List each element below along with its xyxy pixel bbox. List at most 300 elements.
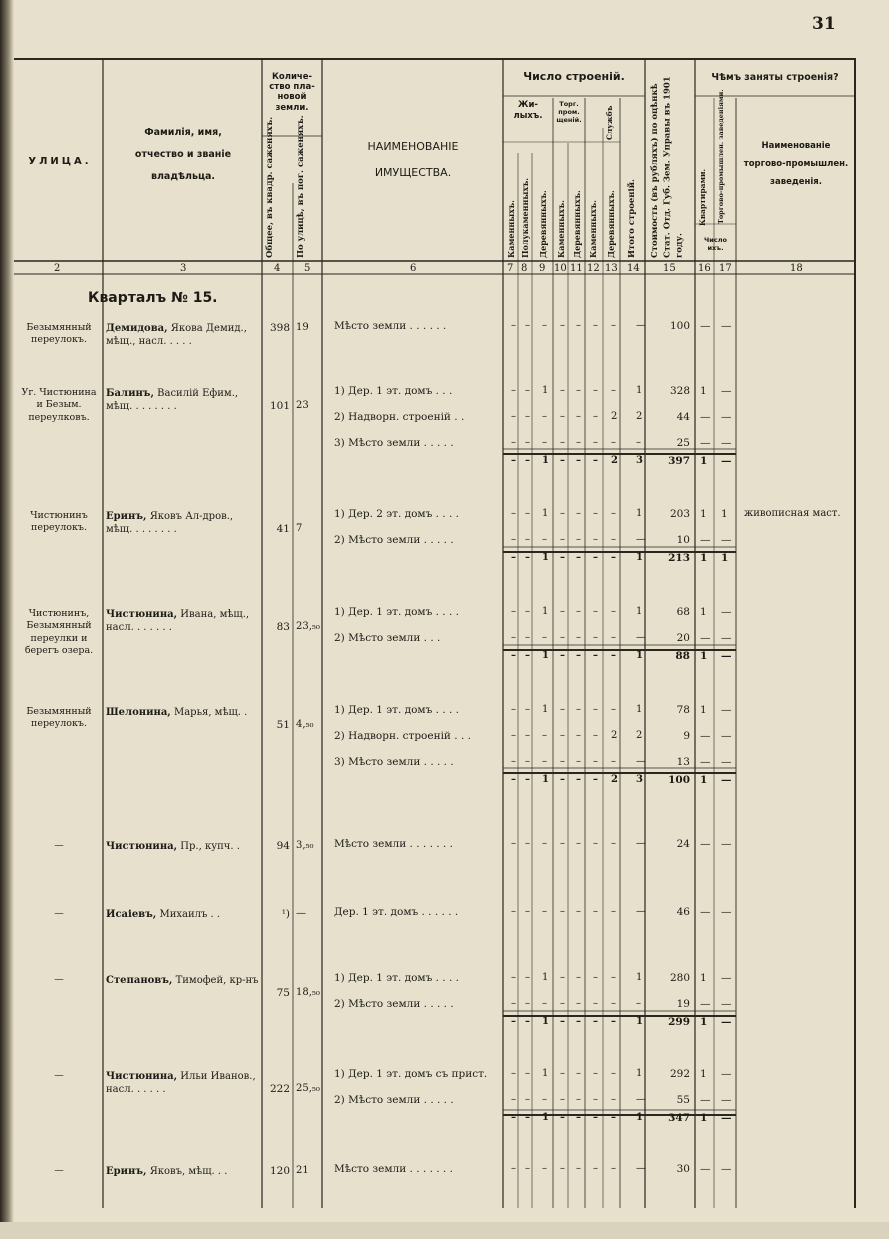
- building-count: –: [525, 972, 530, 983]
- building-count: –: [525, 1163, 530, 1174]
- property-value: 46: [676, 906, 690, 918]
- building-count: –: [542, 756, 547, 767]
- property-item: Мѣсто земли . . . . . .: [334, 320, 447, 332]
- building-count: –: [525, 606, 530, 617]
- header-apartments: Квартирами.: [698, 168, 707, 226]
- header-wooden: Деревянныхъ.: [538, 190, 548, 258]
- building-count: 1: [636, 1068, 643, 1079]
- building-count: –: [593, 1163, 598, 1174]
- building-count: –: [525, 730, 530, 741]
- owner-cell: Чистюнина, Пр., купч. .: [106, 841, 240, 852]
- establishments-count: —: [721, 704, 732, 716]
- building-count: –: [560, 906, 565, 917]
- building-count: –: [593, 411, 598, 422]
- establishments-count: —: [721, 1094, 732, 1106]
- property-item: 2) Мѣсто земли . . . . .: [334, 1094, 454, 1106]
- header-buildings-count: Число строеній.: [523, 70, 625, 83]
- building-count: –: [593, 838, 598, 849]
- total-apartments: 1: [700, 1016, 708, 1028]
- building-count: –: [511, 606, 516, 617]
- total-count: –: [560, 774, 565, 785]
- building-count: –: [560, 1163, 565, 1174]
- total-count: –: [593, 552, 598, 563]
- building-count: –: [525, 704, 530, 715]
- property-value: 292: [669, 1068, 690, 1080]
- building-count: –: [511, 508, 516, 519]
- building-count: –: [560, 534, 565, 545]
- owner-cell: Чистюнина, Ильи Иванов., насл. . . . . .: [106, 1071, 256, 1095]
- property-value: 328: [669, 385, 690, 397]
- column-number: 17: [719, 263, 732, 274]
- building-count: –: [511, 730, 516, 741]
- building-count: –: [611, 437, 616, 448]
- building-count: –: [576, 411, 581, 422]
- property-value: 9: [683, 730, 690, 742]
- building-count: 1: [636, 972, 643, 983]
- header-trade-name: Наименованіе торгово-промышлен. заведенія.: [743, 141, 849, 187]
- total-count: –: [525, 774, 530, 785]
- column-number: 16: [698, 263, 711, 274]
- property-item: 2) Надворн. строеній . . .: [334, 730, 471, 742]
- building-count: —: [636, 906, 646, 917]
- building-count: –: [576, 606, 581, 617]
- building-count: –: [576, 998, 581, 1009]
- apartments-count: —: [700, 320, 711, 332]
- establishments-count: —: [721, 906, 732, 918]
- column-number: 15: [663, 263, 676, 274]
- property-value: 20: [676, 632, 690, 644]
- owner-cell: Шелонина, Марья, мѣщ. .: [106, 707, 248, 718]
- total-count: –: [593, 1016, 598, 1027]
- total-count: 1: [636, 552, 643, 563]
- building-count: –: [511, 437, 516, 448]
- building-count: –: [560, 320, 565, 331]
- building-count: –: [511, 838, 516, 849]
- total-count: –: [560, 455, 565, 466]
- building-count: –: [576, 437, 581, 448]
- establishments-count: —: [721, 998, 732, 1010]
- apartments-count: —: [700, 1094, 711, 1106]
- total-value: 347: [668, 1112, 690, 1124]
- header-stone-trade: Каменныхъ.: [556, 200, 566, 258]
- apartments-count: 1: [700, 1068, 707, 1080]
- apartments-count: —: [700, 534, 711, 546]
- total-count: –: [593, 774, 598, 785]
- total-count: 1: [542, 552, 549, 563]
- building-count: —: [636, 632, 646, 643]
- column-number: 2: [54, 263, 61, 274]
- property-item: Мѣсто земли . . . . . . .: [334, 838, 453, 850]
- apartments-count: 1: [700, 606, 707, 618]
- building-count: –: [511, 320, 516, 331]
- column-number: 18: [790, 263, 803, 274]
- establishments-count: —: [721, 1068, 732, 1080]
- building-count: –: [576, 906, 581, 917]
- building-count: –: [525, 534, 530, 545]
- building-count: –: [525, 385, 530, 396]
- header-half-stone: Полукаменныхъ.: [520, 177, 530, 258]
- building-count: —: [636, 756, 646, 767]
- building-count: –: [525, 756, 530, 767]
- building-count: 1: [542, 972, 549, 983]
- total-count: –: [560, 650, 565, 661]
- property-item: 2) Мѣсто земли . . .: [334, 632, 441, 644]
- land-area: ¹): [281, 908, 290, 920]
- property-value: 19: [676, 998, 690, 1010]
- header-service: Службъ: [605, 105, 614, 140]
- building-count: –: [542, 1163, 547, 1174]
- building-count: –: [511, 385, 516, 396]
- establishments-count: —: [721, 437, 732, 449]
- total-count: –: [576, 1016, 581, 1027]
- apartments-count: —: [700, 838, 711, 850]
- property-value: 24: [676, 838, 690, 850]
- total-count: –: [511, 650, 516, 661]
- building-count: —: [636, 1094, 646, 1105]
- property-value: 78: [676, 704, 690, 716]
- building-count: –: [611, 320, 616, 331]
- building-count: 2: [636, 730, 643, 741]
- building-count: –: [576, 320, 581, 331]
- building-count: –: [611, 1163, 616, 1174]
- total-count: 3: [636, 455, 643, 466]
- column-number: 13: [605, 263, 618, 274]
- building-count: –: [611, 1068, 616, 1079]
- total-apartments: 1: [700, 650, 708, 662]
- building-count: –: [611, 972, 616, 983]
- owner-cell: Еринъ, Яковъ, мѣщ. . .: [106, 1166, 228, 1177]
- building-count: –: [542, 632, 547, 643]
- building-count: –: [636, 437, 641, 448]
- building-count: –: [542, 411, 547, 422]
- building-count: –: [576, 385, 581, 396]
- total-count: –: [611, 1016, 616, 1027]
- property-item: 1) Дер. 1 эт. домъ . . . .: [334, 972, 459, 984]
- column-number: 11: [570, 263, 583, 274]
- apartments-count: —: [700, 998, 711, 1010]
- land-area: 75: [276, 987, 290, 999]
- total-count: –: [560, 1112, 565, 1123]
- street-cell: Уг. Чистюнина и Безым. переулковъ.: [21, 387, 97, 423]
- establishments-count: —: [721, 730, 732, 742]
- building-count: –: [560, 1094, 565, 1105]
- column-number: 7: [507, 263, 514, 274]
- land-area: 120: [269, 1165, 290, 1177]
- building-count: –: [576, 1163, 581, 1174]
- page-number: 31: [812, 14, 836, 34]
- total-apartments: 1: [700, 1112, 708, 1124]
- total-apartments: 1: [700, 552, 708, 564]
- building-count: –: [593, 1094, 598, 1105]
- total-count: –: [576, 774, 581, 785]
- total-establishments: —: [721, 650, 732, 662]
- total-count: –: [560, 552, 565, 563]
- establishments-count: —: [721, 320, 732, 332]
- building-count: 1: [542, 704, 549, 715]
- building-count: –: [593, 730, 598, 741]
- building-count: –: [576, 1094, 581, 1105]
- establishments-count: —: [721, 838, 732, 850]
- land-frontage: 23,₅₀: [296, 621, 320, 632]
- building-count: 1: [542, 508, 549, 519]
- building-count: –: [560, 756, 565, 767]
- land-area: 398: [269, 322, 290, 334]
- total-count: –: [511, 774, 516, 785]
- apartments-count: 1: [700, 508, 707, 520]
- building-count: –: [576, 704, 581, 715]
- building-count: –: [511, 998, 516, 1009]
- total-count: –: [511, 1112, 516, 1123]
- establishments-count: 1: [721, 508, 728, 520]
- total-value: 299: [668, 1016, 690, 1028]
- building-count: 2: [636, 411, 643, 422]
- building-count: –: [511, 906, 516, 917]
- header-count: Число ихъ.: [704, 236, 727, 253]
- land-area: 51: [276, 719, 290, 731]
- property-value: 280: [669, 972, 690, 984]
- property-value: 13: [676, 756, 690, 768]
- building-count: –: [611, 838, 616, 849]
- building-count: –: [511, 972, 516, 983]
- building-count: –: [525, 906, 530, 917]
- building-count: –: [560, 998, 565, 1009]
- building-count: –: [542, 730, 547, 741]
- building-count: –: [525, 1094, 530, 1105]
- property-item: 2) Надворн. строеній . .: [334, 411, 465, 423]
- total-count: 1: [636, 1112, 643, 1123]
- street-cell: Безымянный переулокъ.: [26, 322, 92, 346]
- apartments-count: 1: [700, 972, 707, 984]
- building-count: 1: [636, 508, 643, 519]
- land-frontage: 19: [296, 322, 309, 333]
- property-item: Мѣсто земли . . . . . . .: [334, 1163, 453, 1175]
- total-count: –: [525, 455, 530, 466]
- total-count: –: [593, 1112, 598, 1123]
- total-count: –: [576, 1112, 581, 1123]
- property-value: 25: [676, 437, 690, 449]
- building-count: –: [560, 972, 565, 983]
- building-count: —: [636, 534, 646, 545]
- owner-cell: Чистюнина, Ивана, мѣщ., насл. . . . . . .: [106, 609, 250, 633]
- building-count: 1: [542, 606, 549, 617]
- header-land-total: Общее, въ квадр. саженяхъ.: [265, 116, 275, 258]
- building-count: –: [511, 534, 516, 545]
- land-area: 41: [276, 523, 290, 535]
- establishments-count: —: [721, 632, 732, 644]
- building-count: –: [560, 704, 565, 715]
- apartments-count: —: [700, 1163, 711, 1175]
- property-item: 3) Мѣсто земли . . . . .: [334, 437, 454, 449]
- building-count: –: [511, 1094, 516, 1105]
- building-count: –: [611, 906, 616, 917]
- land-area: 83: [276, 621, 290, 633]
- building-count: –: [542, 1094, 547, 1105]
- total-establishments: —: [721, 455, 732, 467]
- property-item: 2) Мѣсто земли . . . . .: [334, 534, 454, 546]
- property-value: 55: [676, 1094, 690, 1106]
- establishments-count: —: [721, 1163, 732, 1175]
- building-count: –: [560, 1068, 565, 1079]
- building-count: –: [611, 998, 616, 1009]
- total-count: –: [576, 455, 581, 466]
- header-wooden-service: Деревянныхъ.: [606, 190, 616, 258]
- total-apartments: 1: [700, 774, 708, 786]
- land-frontage: 25,₅₀: [296, 1083, 320, 1094]
- total-count: –: [560, 1016, 565, 1027]
- header-stone-service: Каменныхъ.: [588, 200, 598, 258]
- owner-cell: Демидова, Якова Демид., мѣщ., насл. . . . .: [106, 323, 247, 347]
- building-count: –: [611, 704, 616, 715]
- building-count: –: [560, 508, 565, 519]
- total-count: 1: [636, 1016, 643, 1027]
- total-value: 213: [668, 552, 690, 564]
- building-count: –: [611, 508, 616, 519]
- column-number: 14: [627, 263, 640, 274]
- building-count: –: [636, 998, 641, 1009]
- establishments-count: —: [721, 534, 732, 546]
- street-cell: Безымянный переулокъ.: [26, 706, 92, 730]
- land-area: 101: [269, 400, 290, 412]
- building-count: –: [525, 998, 530, 1009]
- building-count: –: [611, 756, 616, 767]
- header-value: Стоимость (въ рубляхъ) по оцѣнкѣ Стат. Отд. Губ. Зем. Управы въ 1901 году.: [650, 76, 685, 258]
- building-count: –: [511, 756, 516, 767]
- total-count: –: [525, 1112, 530, 1123]
- building-count: –: [542, 998, 547, 1009]
- establishments-count: —: [721, 411, 732, 423]
- section-title: Кварталъ № 15.: [88, 290, 218, 306]
- building-count: –: [542, 906, 547, 917]
- street-cell: —: [54, 840, 64, 851]
- building-count: 1: [636, 704, 643, 715]
- land-frontage: 18,₅₀: [296, 987, 320, 998]
- establishments-count: —: [721, 385, 732, 397]
- owner-cell: Балинъ, Василій Ефим., мѣщ. . . . . . . .: [106, 388, 239, 412]
- building-count: –: [593, 998, 598, 1009]
- building-count: –: [576, 632, 581, 643]
- building-count: —: [636, 1163, 646, 1174]
- land-frontage: 21: [296, 1165, 309, 1176]
- total-count: 1: [636, 650, 643, 661]
- building-count: –: [560, 411, 565, 422]
- building-count: –: [560, 632, 565, 643]
- owner-cell: Исаіевъ, Михаилъ . .: [106, 909, 221, 920]
- property-item: 1) Дер. 1 эт. домъ . . . .: [334, 606, 459, 618]
- column-number: 8: [521, 263, 528, 274]
- building-count: –: [542, 534, 547, 545]
- building-count: –: [593, 385, 598, 396]
- header-trade-establishments: Торгово-промышлен. заведеніями.: [717, 89, 725, 224]
- building-count: –: [576, 508, 581, 519]
- total-establishments: —: [721, 1112, 732, 1124]
- apartments-count: —: [700, 632, 711, 644]
- property-item: 1) Дер. 2 эт. домъ . . . .: [334, 508, 459, 520]
- total-apartments: 1: [700, 455, 708, 467]
- building-count: –: [576, 838, 581, 849]
- building-count: 1: [542, 385, 549, 396]
- header-total-buildings: Итого строеній.: [627, 179, 637, 258]
- header-land-quantity: Количе- ство пла- новой земли.: [269, 72, 315, 113]
- building-count: –: [593, 508, 598, 519]
- total-count: 1: [542, 1112, 549, 1123]
- building-count: –: [525, 320, 530, 331]
- page-footer-strip: [0, 1222, 889, 1239]
- establishments-count: —: [721, 606, 732, 618]
- total-count: 3: [636, 774, 643, 785]
- property-item: 2) Мѣсто земли . . . . .: [334, 998, 454, 1010]
- column-number: 5: [304, 263, 311, 274]
- building-count: –: [593, 534, 598, 545]
- property-item: Дер. 1 эт. домъ . . . . . .: [334, 906, 459, 918]
- total-count: –: [576, 650, 581, 661]
- trade-establishment: живописная маст.: [744, 508, 841, 519]
- header-occupied-by: Чѣмъ заняты строенія?: [711, 72, 839, 83]
- building-count: –: [560, 437, 565, 448]
- column-number: 4: [274, 263, 281, 274]
- header-wooden-trade: Деревянныхъ.: [572, 190, 582, 258]
- total-count: –: [611, 552, 616, 563]
- total-count: 2: [611, 774, 618, 785]
- building-count: –: [576, 756, 581, 767]
- building-count: –: [560, 385, 565, 396]
- building-count: –: [542, 838, 547, 849]
- column-number: 10: [554, 263, 567, 274]
- building-count: –: [576, 534, 581, 545]
- building-count: –: [593, 1068, 598, 1079]
- land-frontage: 7: [296, 523, 303, 534]
- building-count: 1: [636, 385, 643, 396]
- building-count: –: [560, 606, 565, 617]
- header-property: НАИМЕНОВАНІЕ ИМУЩЕСТВА.: [367, 140, 459, 180]
- building-count: –: [525, 1068, 530, 1079]
- land-area: 94: [276, 840, 290, 852]
- total-count: –: [525, 1016, 530, 1027]
- column-number: 6: [410, 263, 417, 274]
- apartments-count: —: [700, 437, 711, 449]
- total-value: 397: [668, 455, 690, 467]
- header-residential: Жи- лыхъ.: [513, 100, 543, 121]
- column-number: 12: [587, 263, 600, 274]
- total-establishments: 1: [721, 552, 729, 564]
- street-cell: —: [54, 974, 64, 985]
- building-count: 1: [542, 1068, 549, 1079]
- building-count: –: [525, 632, 530, 643]
- total-count: 1: [542, 774, 549, 785]
- land-frontage: 4,₅₀: [296, 719, 314, 730]
- header-owner: Фамилія, имя, отчество и званіе владѣльца.: [134, 127, 232, 182]
- total-count: –: [593, 455, 598, 466]
- building-count: –: [511, 411, 516, 422]
- building-count: –: [525, 508, 530, 519]
- building-count: –: [611, 385, 616, 396]
- header-street: УЛИЦА.: [28, 156, 92, 167]
- total-count: 1: [542, 455, 549, 466]
- property-item: 1) Дер. 1 эт. домъ . . . .: [334, 704, 459, 716]
- total-establishments: —: [721, 774, 732, 786]
- building-count: 2: [611, 411, 618, 422]
- total-count: 1: [542, 650, 549, 661]
- building-count: –: [576, 1068, 581, 1079]
- owner-cell: Еринъ, Яковъ Ал-дров., мѣщ. . . . . . . .: [106, 511, 234, 535]
- street-cell: —: [54, 1070, 64, 1081]
- building-count: –: [576, 972, 581, 983]
- total-count: –: [525, 650, 530, 661]
- apartments-count: 1: [700, 704, 707, 716]
- building-count: –: [511, 1068, 516, 1079]
- building-count: –: [560, 838, 565, 849]
- building-count: 2: [611, 730, 618, 741]
- total-establishments: —: [721, 1016, 732, 1028]
